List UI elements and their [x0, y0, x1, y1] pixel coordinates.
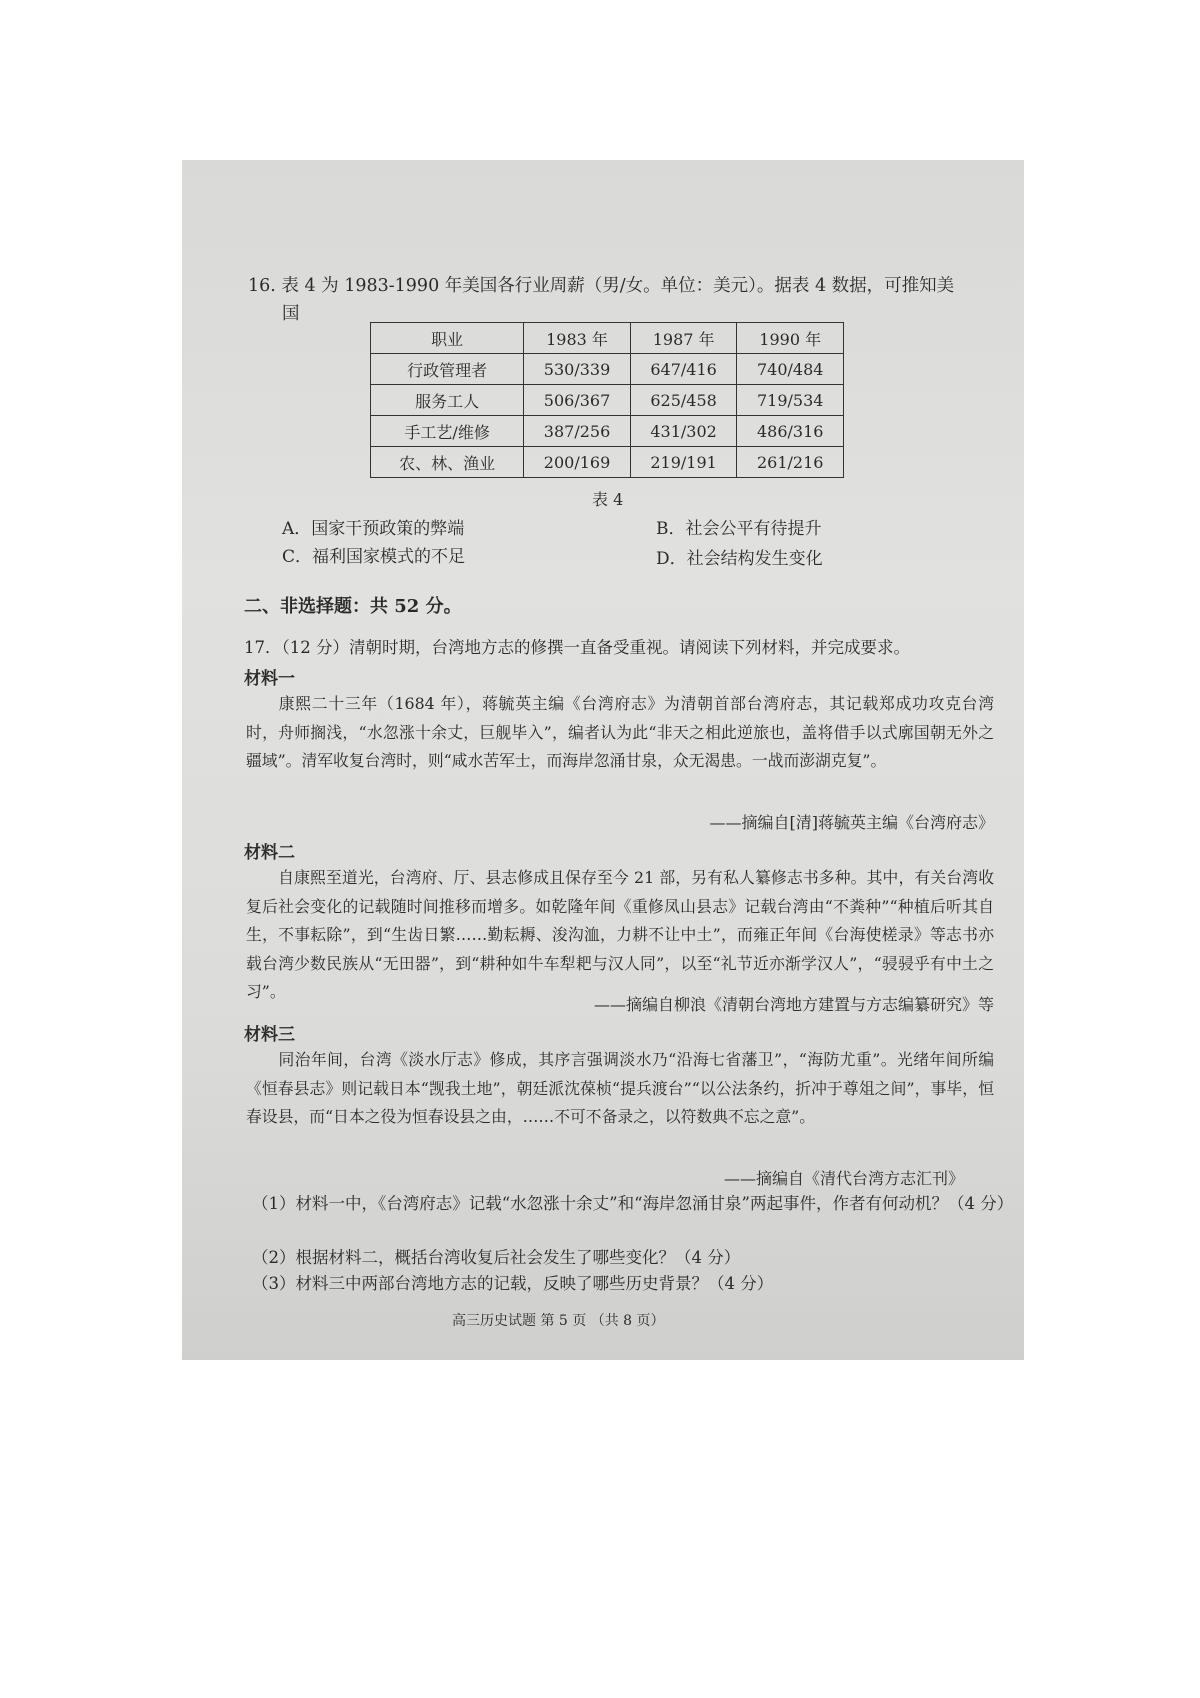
table-header-cell: 1987 年 — [630, 323, 737, 354]
table-cell: 手工艺/维修 — [371, 416, 524, 447]
option-a: A．国家干预政策的弊端 — [282, 519, 465, 539]
material-1-title: 材料一 — [244, 669, 295, 689]
table-row — [371, 416, 844, 447]
table-cell: 431/302 — [630, 416, 737, 447]
table-4 — [370, 322, 844, 478]
option-c: C．福利国家模式的不足 — [282, 547, 466, 567]
material-2-title: 材料二 — [244, 843, 295, 863]
table-header-cell: 1990 年 — [737, 323, 844, 354]
material-2-body: 自康熙至道光，台湾府、厅、县志修成且保存至今 21 部，另有私人纂修志书多种。其中，有关台湾收复后社会变化的记载随时间推移而增多。如乾隆年间《重修凤山县志》记载台湾由“不粪种”“种植后听其自生，不事耘除”，到“生齿日繁……勤耘耨、浚沟洫，力耕不让中土”，而雍正年间《台海使槎录》等志书亦载台湾少数民族从“无田器”，到“耕种如牛车犁耙与汉人同”，以至“礼节近亦渐学汉人”，“骎骎乎有中土之习”。 — [246, 868, 994, 1001]
table-cell: 200/169 — [524, 447, 631, 478]
option-d: D．社会结构发生变化 — [656, 549, 823, 569]
table-row — [371, 385, 844, 416]
material-2-source: ——摘编自柳浪《清朝台湾地方建置与方志编纂研究》等 — [593, 995, 994, 1014]
material-2-text — [246, 864, 994, 1007]
table-row — [371, 447, 844, 478]
q16-stem-line1: 16. 表 4 为 1983-1990 年美国各行业周薪（男/女。单位：美元）。据表 4 数据，可推知美 — [248, 276, 955, 296]
page-footer: 高三历史试题 第 5 页 （共 8 页） — [452, 1313, 665, 1329]
table-cell: 647/416 — [630, 354, 737, 385]
table-cell: 219/191 — [630, 447, 737, 478]
material-1-source: ——摘编自[清]蒋毓英主编《台湾府志》 — [709, 813, 994, 832]
q16-stem-line2: 国 — [282, 304, 300, 324]
section-heading: 二、非选择题：共 52 分。 — [244, 596, 462, 617]
material-3-title: 材料三 — [244, 1025, 295, 1045]
sub-question-1: （1）材料一中，《台湾府志》记载“水忽涨十余丈”和“海岸忽涌甘泉”两起事件，作者有何动机？（4 分） — [252, 1194, 1014, 1213]
material-1-body: 康熙二十三年（1684 年），蒋毓英主编《台湾府志》为清朝首部台湾府志，其记载郑成功攻克台湾时，舟师搁浅，“水忽涨十余丈，巨舰毕入”，编者认为此“非天之相此逆旅也，盖将借手以式廓国朝无外之疆域”。清军收复台湾时，则“咸水苦军士，而海岸忽涌甘泉，众无渴患。一战而澎湖克复”。 — [246, 694, 994, 770]
material-3-text — [246, 1046, 994, 1132]
table-cell: 530/339 — [524, 354, 631, 385]
option-b: B．社会公平有待提升 — [656, 519, 822, 539]
q17-intro: 17．（12 分）清朝时期，台湾地方志的修撰一直备受重视。请阅读下列材料，并完成要求。 — [244, 638, 910, 657]
table-cell: 719/534 — [737, 385, 844, 416]
material-1-text — [246, 690, 994, 776]
table-cell: 387/256 — [524, 416, 631, 447]
table-cell: 625/458 — [630, 385, 737, 416]
material-3-body: 同治年间，台湾《淡水厅志》修成，其序言强调淡水乃“沿海七省藩卫”，“海防尤重”。光绪年间所编《恒春县志》则记载日本“觊我土地”，朝廷派沈葆桢“提兵渡台”“以公法条约，折冲于尊俎之间”，事毕，恒春设县，而“日本之役为恒春设县之由，……不可不备录之，以符数典不忘之意”。 — [246, 1050, 994, 1126]
table-cell: 506/367 — [524, 385, 631, 416]
table-caption: 表 4 — [592, 490, 624, 509]
table-cell: 740/484 — [737, 354, 844, 385]
table-row — [371, 354, 844, 385]
material-3-source: ——摘编自《清代台湾方志汇刊》 — [723, 1169, 964, 1188]
sub-question-3: （3）材料三中两部台湾地方志的记载，反映了哪些历史背景？（4 分） — [252, 1274, 774, 1293]
table-header-cell: 职业 — [371, 323, 524, 354]
table-header-cell: 1983 年 — [524, 323, 631, 354]
table-cell: 486/316 — [737, 416, 844, 447]
sub-question-2: （2）根据材料二，概括台湾收复后社会发生了哪些变化？（4 分） — [252, 1248, 741, 1267]
table-header-row — [371, 323, 844, 354]
table-cell: 农、林、渔业 — [371, 447, 524, 478]
exam-page-photo — [182, 160, 1024, 1360]
exam-page-content — [182, 160, 1024, 1360]
table-cell: 行政管理者 — [371, 354, 524, 385]
table-cell: 261/216 — [737, 447, 844, 478]
table-cell: 服务工人 — [371, 385, 524, 416]
